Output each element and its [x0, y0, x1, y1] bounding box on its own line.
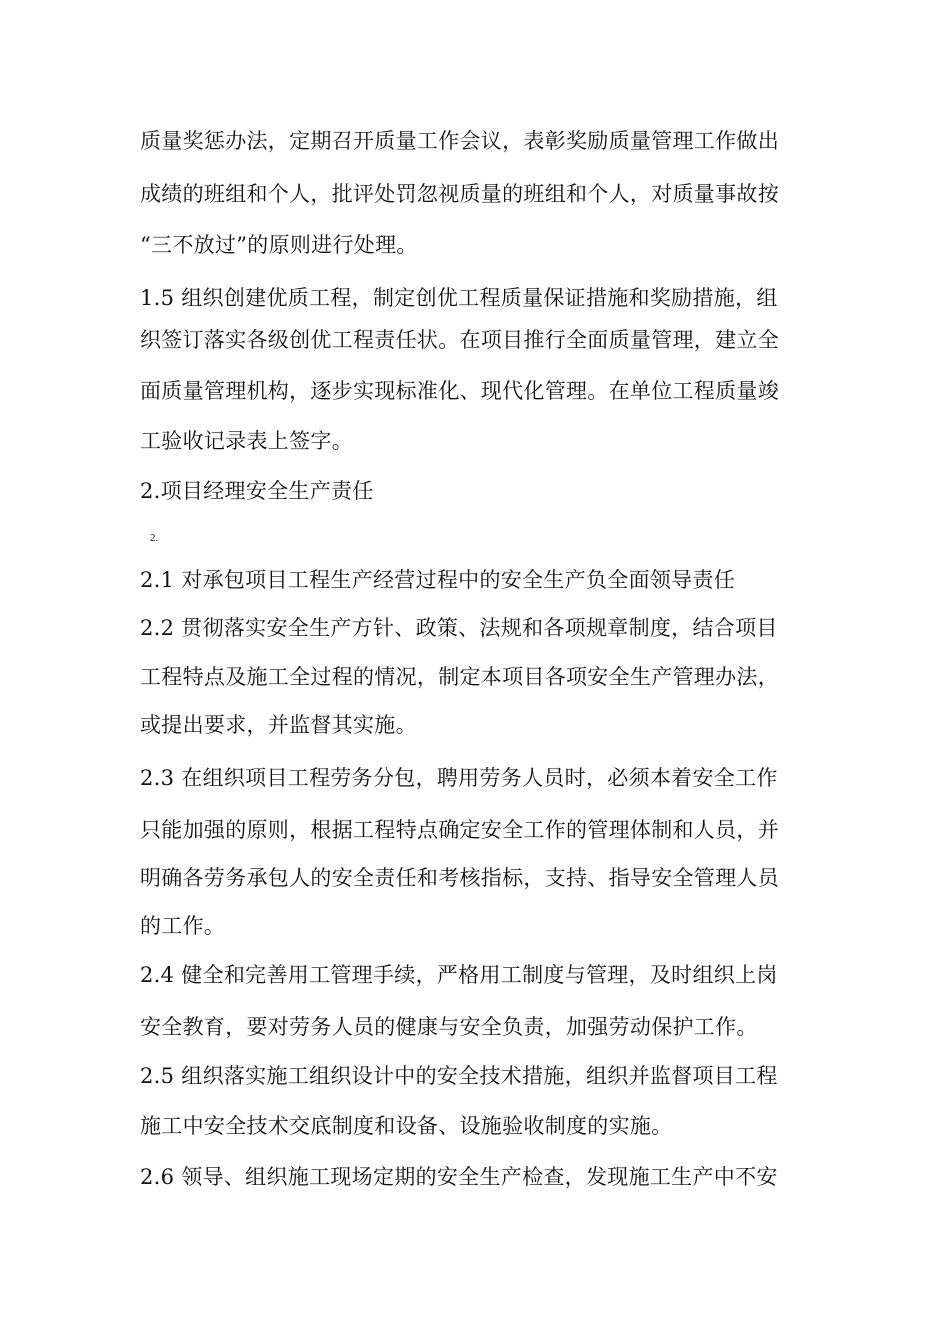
text-line: 2.4 健全和完善用工管理手续，严格用工制度与管理，及时组织上岗 [140, 963, 778, 987]
text-line: 2.2 贯彻落实安全生产方针、政策、法规和各项规章制度，结合项目 [140, 616, 778, 640]
text-line: 质量奖惩办法，定期召开质量工作会议，表彰奖励质量管理工作做出 [140, 129, 779, 153]
text-line: 面质量管理机构，逐步实现标准化、现代化管理。在单位工程质量竣 [140, 379, 779, 403]
text-line: 成绩的班组和个人，批评处罚忽视质量的班组和个人，对质量事故按 [140, 182, 779, 206]
text-line: 的工作。 [140, 914, 226, 938]
text-line: 只能加强的原则，根据工程特点确定安全工作的管理体制和人员，并 [140, 818, 779, 842]
text-line: 2.1 对承包项目工程生产经营过程中的安全生产负全面领导责任 [140, 568, 736, 592]
text-line: 织签订落实各级创优工程责任状。在项目推行全面质量管理，建立全 [140, 328, 779, 352]
section-heading: 2.项目经理安全生产责任 [140, 479, 374, 503]
text-line: 或提出要求，并监督其实施。 [140, 713, 417, 737]
text-line: 施工中安全技术交底制度和设备、设施验收制度的实施。 [140, 1114, 673, 1138]
text-line: 工验收记录表上签字。 [140, 429, 353, 453]
text-line: 明确各劳务承包人的安全责任和考核指标，支持、指导安全管理人员 [140, 866, 779, 890]
text-line: 安全教育，要对劳务人员的健康与安全负责，加强劳动保护工作。 [140, 1015, 758, 1039]
text-line: 2.3 在组织项目工程劳务分包，聘用劳务人员时，必须本着安全工作 [140, 766, 778, 790]
small-label: 2. [150, 532, 159, 544]
text-line: “三不放过”的原则进行处理。 [140, 233, 418, 257]
text-line: 1.5 组织创建优质工程，制定创优工程质量保证措施和奖励措施，组 [140, 286, 778, 310]
text-line: 工程特点及施工全过程的情况，制定本项目各项安全生产管理办法， [140, 665, 779, 689]
text-line: 2.6 领导、组织施工现场定期的安全生产检查，发现施工生产中不安 [140, 1165, 778, 1189]
text-line: 2.5 组织落实施工组织设计中的安全技术措施，组织并监督项目工程 [140, 1064, 778, 1088]
